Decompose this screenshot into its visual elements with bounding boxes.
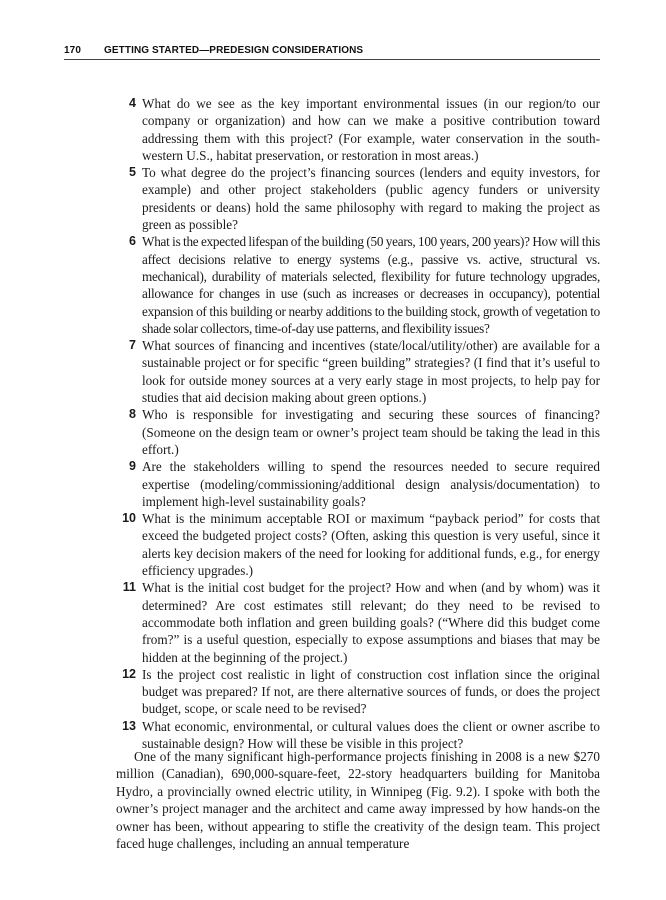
question-number: 13 — [122, 718, 136, 733]
running-title: GETTING STARTED—PREDESIGN CONSIDERATIONS — [104, 45, 364, 56]
question-text: What is the minimum acceptable ROI or maximum “payback period” for costs that exceed the budgeted project costs? (Often, asking this question is very useful, since it alerts key decision makers of the need for looking for additional funds, e.g., for energy efficiency upgrades.) — [142, 511, 600, 579]
page-number: 170 — [64, 45, 81, 56]
question-number: 6 — [129, 234, 136, 249]
body-paragraph: One of the many significant high-performance projects finishing in 2008 is a new $270 million (Canadian), 690,000-square-feet, 22-story headquarters building for Manitoba Hydro, a provincially owned electric utility, in Winnipeg (Fig. 9.2). I spoke with both the owner’s project manager and the architect and came away impressed by how hands-on the owner has been, without appearing to stifle the creativity of the design team. This project faced huge challenges, including an annual temperature — [116, 749, 600, 852]
question-number: 8 — [129, 407, 136, 422]
question-number: 9 — [129, 459, 136, 474]
question-item — [116, 95, 600, 164]
question-text: Is the project cost realistic in light of construction cost inflation since the original budget was prepared? If not, are there alternative sources of funds, or does the project budget, scope, or scale need to be revised? — [142, 666, 600, 717]
question-text: What do we see as the key important environmental issues (in our region/to our company or organization) and how can we make a positive contribution toward addressing them with this project? (For example, water conservation in the south-western U.S., habitat preservation, or restoration in most areas.) — [142, 96, 600, 163]
question-number: 12 — [122, 666, 136, 681]
question-item — [116, 510, 600, 579]
question-text: Who is responsible for investigating and securing these sources of financing? (Someone on the design team or owner’s project team should be taking the lead in this effort.) — [142, 407, 600, 457]
question-item — [116, 337, 600, 406]
question-text: What sources of financing and incentives (state/local/utility/other) are available for a sustainable project or for specific “green building” strategies? (I find that it’s useful to look for outside money sources at a very early stage in most projects, to help pay for studies that aid decision making about green options.) — [142, 338, 600, 406]
question-text: To what degree do the project’s financing sources (lenders and equity investors, for example) and other project stakeholders (public agency funders or university presidents or deans) hold the same philosophy with regard to making the project as green as possible? — [142, 165, 600, 233]
question-item — [116, 666, 600, 718]
question-item — [116, 579, 600, 665]
question-item — [116, 458, 600, 510]
question-item — [116, 233, 600, 337]
question-number: 5 — [129, 165, 136, 180]
question-item — [116, 406, 600, 458]
question-number: 7 — [129, 338, 136, 353]
question-list — [116, 95, 600, 752]
header-rule — [64, 59, 600, 60]
question-number: 10 — [122, 511, 136, 526]
question-text: What is the initial cost budget for the project? How and when (and by whom) was it determined? Are cost estimates still relevant; do they need to be revised to accommodate both inflation and green building goals? (“Where did this budget come from?” is a useful question, especially to expose assumptions and biases that may be hidden at the beginning of the project.) — [142, 580, 600, 665]
question-number: 4 — [129, 96, 136, 110]
question-text: What economic, environmental, or cultural values does the client or owner ascribe to sustainable design? How will these be visible in this project? — [142, 718, 600, 751]
question-number: 11 — [122, 580, 136, 595]
question-text: Are the stakeholders willing to spend the resources needed to secure required expertise (modeling/commissioning/additional design analysis/documentation) to implement high-level sustainability goals? — [142, 459, 600, 509]
question-text: What is the expected lifespan of the building (50 years, 100 years, 200 years)? How will this affect decisions relative to energy systems (e.g., passive vs. active, structural vs. mechanical), durability of materials selected, flexibility for future technology upgrades, allowance for changes in use (such as increases or decreases in occupancy), potential expansion of this building or nearby additions to the building stock, growth of vegetation to shade solar collectors, time-of-day use patterns, and flexibility issues? — [142, 234, 600, 336]
question-item — [116, 164, 600, 233]
running-header — [64, 45, 600, 56]
